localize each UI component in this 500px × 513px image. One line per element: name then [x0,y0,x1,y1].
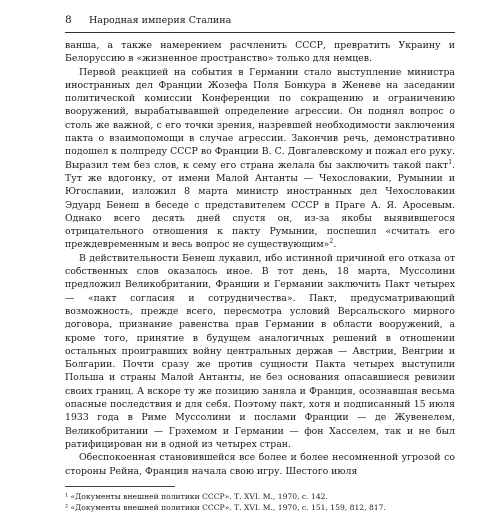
header-rule [65,32,455,33]
footnote-ref-2[interactable]: 2 [329,238,334,246]
paragraph-2-text: Первой реакцией на события в Германии стало выступление министра иностранных дел Франции Жозефа Поля Бонкура в Женеве на заседании политической комиссии Конференции по сокращению и ограничению вооружений, вырабатывавшей определение агрессии. Он поднял вопрос о столь же важной, с его точки зрения, назревшей необходимости заключения пакта о взаимопомощи в случае агрессии. Закончив речь, демонстративно подошел к полпреду СССР во Франции В. С. Довгалевскому и пожал его руку. Выразил тем без слов, к сему его страна желала бы заключить такой пакт [65,66,455,171]
paragraph-2-end: . [333,239,337,251]
footnotes [65,491,455,513]
footnote-1: ¹ «Документы внешней политики СССР». Т. XVI. М., 1970, с. 142. [65,491,328,501]
paragraph-2-tail: . Тут же вдогонку, от имени Малой Антанты — Чехословакии, Румынии и Югославии, изложил 8 марта министр иностранных дел Чехословакии Эдуард Бенеш в беседе с представителем СССР в Праге А. Я. Аросевым. Однако всего десять дней спустя он, из-за якобы выявившегося отрицательного отношения к пакту Румынии, поспешил «считать его преждевременным и весь вопрос не существующим» [65,159,455,251]
paragraph-4-text: Обеспокоенная становившейся все более и более несомненной угрозой со стороны Рейна, Франция начала свою игру. Шестого июля [65,452,455,477]
paragraph-1 [65,39,455,66]
running-header [65,14,455,28]
paragraph-3-text: В действительности Бенеш лукавил, ибо истинной причиной его отказа от собственных слов оказалось иное. В тот день, 18 марта, Муссолини предложил Великобритании, Франции и Германии заключить Пакт четырех — «пакт согласия и сотрудничества». Пакт, предусматривающий возможность, прежде всего, пересмотра условий Версальского мирного договора, признание равенства прав Германии в области вооружений, а кроме того, принятие в будущем аналогичных решений в отношении остальных проигравших войну центральных держав — Австрии, Венгрии и Болгарии. Почти сразу же против сущности Пакта четырех выступили Польша и страны Малой Антанты, не без основания опасавшиеся ревизии своих границ. А вскоре ту же позицию заняла и Франция, осознавшая весьма опасные последствия и для себя. Поэтому пакт, хотя и подписанный 15 июля 1933 года в Риме Муссолини и послами Франции — де Жувенелем, Великобритании — Грэхемом и Германии — фон Хасселем, так и не был ратифицирован ни в одной из четырех стран. [65,252,455,450]
footnote-2: ² «Документы внешней политики СССР». Т. XVI. М., 1970, с. 151, 159, 812, 817. [65,502,386,512]
paragraph-4 [65,451,455,478]
book-page [65,14,455,512]
page-number: 8 [65,14,72,26]
paragraph-1-text: ванша, а также намерением расчленить СССР, превратить Украину и Белоруссию в «жизненное пространство» только для немцев. [65,40,455,65]
body-text [65,39,455,478]
paragraph-3 [65,252,455,451]
footnote-ref-1[interactable]: 1 [448,158,453,166]
paragraph-2 [65,66,455,252]
footnote-rule [65,486,175,487]
running-title: Народная империя Сталина [89,15,232,26]
